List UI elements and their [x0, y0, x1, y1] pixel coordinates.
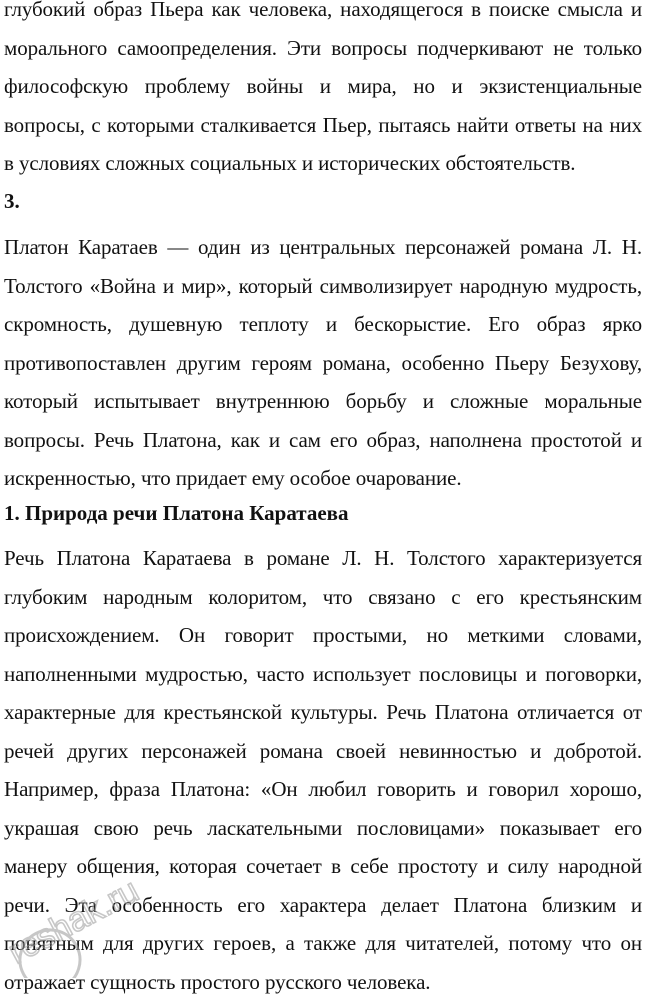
section-number: 3. [4, 189, 20, 213]
paragraph-karataev-intro: Платон Каратаев — один из центральных персонажей романа Л. Н. Толстого «Война и мир», который символизирует народную мудрость, скромность, душевную теплоту и бескорыстие. Его образ ярко противопоставлен другим героям романа, особенно Пьеру Безухову, который испытывает внутреннюю борьбу и сложные моральные вопросы. Речь Платона, как и сам его образ, наполнена простотой и искренностью, что придает ему особое очарование. [4, 235, 642, 490]
watermark-text: reshak.ru [1, 871, 145, 972]
paragraph-intro-continuation: глубокий образ Пьера как человека, находящегося в поиске смысла и морального самоопределения. Эти вопросы подчеркивают не только философскую проблему войны и мира, но и экзистенциальные вопросы, с которыми сталкивается Пьер, пытаясь найти ответы на них в условиях сложных социальных и исторических обстоятельств. [4, 0, 642, 175]
subheading-speech-nature: 1. Природа речи Платона Каратаева [4, 501, 349, 525]
paragraph-speech-nature: Речь Платона Каратаева в романе Л. Н. Толстого характеризуется глубоким народным колоритом, что связано с его крестьянским происхождением. Он говорит простыми, но меткими словами, наполненными мудростью, часто использует пословицы и поговорки, характерные для крестьянской культуры. Речь Платона отличается от речей других персонажей романа своей невинностью и добротой. Например, фраза Платона: «Он любил говорить и говорил хорошо, украшая свою речь ласкательными пословицами» показывает его манеру общения, которая сочетает в себе простоту и силу народной речи. Эта особенность его характера делает Платона близким и понятным для других героев, а также для читателей, потому что он отражает сущность простого русского человека. [4, 546, 642, 994]
